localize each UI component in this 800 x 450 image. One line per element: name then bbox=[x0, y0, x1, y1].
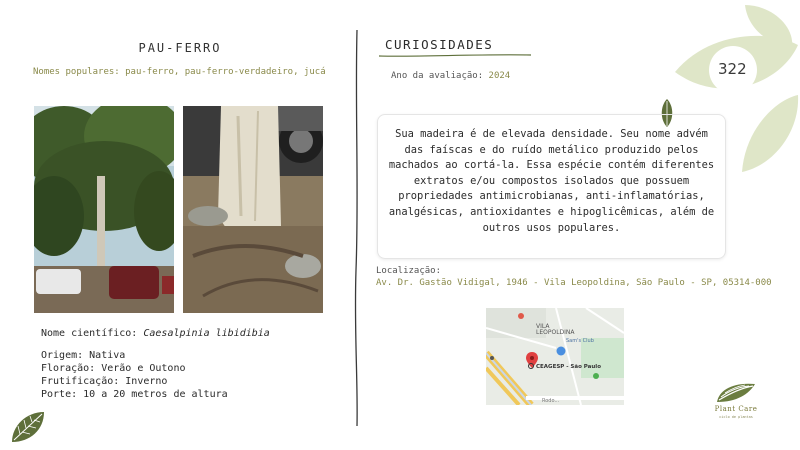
facts-list bbox=[41, 349, 228, 401]
year-value: 2024 bbox=[488, 71, 511, 81]
map-district-2: LEOPOLDINA bbox=[536, 329, 575, 336]
popular-names bbox=[33, 67, 326, 77]
species-title: PAU-FERRO bbox=[138, 41, 222, 55]
curiosities-heading: CURIOSIDADES bbox=[385, 37, 494, 52]
trunk-photo bbox=[183, 106, 323, 313]
fact-origin: Origem: Nativa bbox=[41, 350, 126, 361]
popular-names-label: Nomes populares: bbox=[33, 67, 120, 77]
map-street: Rodo... bbox=[542, 398, 560, 404]
fact-fruiting: Frutificação: Inverno bbox=[41, 376, 168, 387]
brand-name: Plant Care bbox=[714, 405, 758, 413]
scientific-label: Nome científico: bbox=[41, 328, 138, 339]
year-label: Ano da avaliação: bbox=[391, 71, 484, 81]
scientific-value: Caesalpinia libidibia bbox=[143, 328, 270, 339]
map-place: CEAGESP - São Paulo bbox=[536, 364, 601, 370]
location-address: Av. Dr. Gastão Vidigal, 1946 - Vila Leopoldina, São Paulo - SP, 05314-000 bbox=[376, 278, 772, 288]
location-map[interactable] bbox=[486, 308, 624, 405]
fact-flowering: Floração: Verão e Outono bbox=[41, 363, 186, 374]
description-box: Sua madeira é de elevada densidade. Seu nome advém das faíscas e do ruído metálico produzido pelos machados ao cortá-la. Essa espécie contém diferentes extratos e/ou compostos isolados que possuem propriedades antimicrobianas, anti-inflamatórias, analgésicas, antioxidantes e hipoglicêmicas, além de outros usos populares. bbox=[377, 114, 726, 259]
scientific-name bbox=[41, 328, 270, 339]
tree-number: 322 bbox=[718, 60, 747, 78]
tree-photo bbox=[34, 106, 174, 313]
map-district: VILA bbox=[536, 323, 550, 330]
location-label: Localização: bbox=[376, 266, 442, 276]
lower-leaf bbox=[742, 95, 798, 172]
brand-leaf-icon bbox=[711, 380, 761, 406]
leaf-icon bbox=[8, 408, 48, 446]
vertical-divider bbox=[351, 30, 363, 426]
popular-names-value: pau-ferro, pau-ferro-verdadeiro, jucá bbox=[125, 67, 326, 77]
fact-size: Porte: 10 a 20 metros de altura bbox=[41, 389, 228, 400]
brand-subtitle: ciclo de plantas bbox=[719, 415, 753, 419]
heading-underline bbox=[379, 52, 531, 60]
assessment-year bbox=[391, 71, 510, 81]
map-store: Sam's Club bbox=[566, 338, 594, 344]
